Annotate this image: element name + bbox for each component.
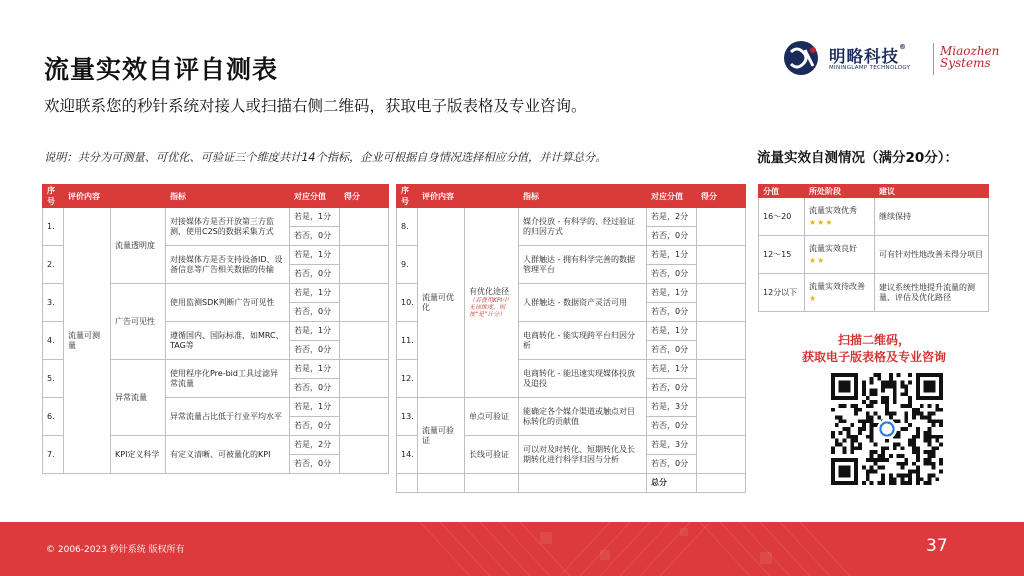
subcategory-cell: 异常流量 bbox=[111, 360, 166, 436]
points-no: 若否，0分 bbox=[647, 417, 697, 436]
star-rating-icon: ★★★ bbox=[809, 217, 834, 227]
score-table-right bbox=[396, 184, 746, 493]
table-row bbox=[759, 236, 989, 274]
row-number: 4. bbox=[43, 322, 64, 360]
points-yes: 若是，1分 bbox=[647, 246, 697, 265]
table-row bbox=[43, 208, 389, 227]
points-no: 若否，0分 bbox=[647, 303, 697, 322]
star-rating-icon: ★ bbox=[809, 293, 818, 303]
category-cell: 流量可优化 bbox=[418, 208, 465, 398]
miaozhen-logo: Miaozhen Systems bbox=[940, 44, 1000, 70]
points-no: 若否，0分 bbox=[647, 341, 697, 360]
row-number: 10. bbox=[397, 284, 418, 322]
row-number: 11. bbox=[397, 322, 418, 360]
indicator-cell: 电商转化 - 能实现跨平台归因分析 bbox=[519, 322, 647, 360]
category-cell: 流量可验证 bbox=[418, 398, 465, 474]
score-input-cell[interactable] bbox=[697, 246, 746, 284]
table-header-row bbox=[43, 185, 389, 208]
points-no: 若否，0分 bbox=[647, 265, 697, 284]
points-yes: 若是，1分 bbox=[647, 322, 697, 341]
indicator-cell: 人群触达 - 数据资产灵活可用 bbox=[519, 284, 647, 322]
subcategory-cell: 单点可验证 bbox=[465, 398, 519, 436]
score-range: 12分以下 bbox=[759, 274, 805, 312]
row-number: 6. bbox=[43, 398, 64, 436]
indicator-cell: 使用程序化Pre-bid工具过滤异常流量 bbox=[166, 360, 290, 398]
score-input-cell[interactable] bbox=[697, 398, 746, 436]
page-number: 37 bbox=[926, 536, 948, 556]
col-header-content: 评价内容 bbox=[418, 185, 519, 208]
score-range: 16～20 bbox=[759, 198, 805, 236]
indicator-cell: 可以对及时转化、短期转化及长期转化进行科学归因与分析 bbox=[519, 436, 647, 474]
table-row bbox=[397, 398, 746, 417]
score-input-cell[interactable] bbox=[697, 284, 746, 322]
logo-en-text: MININGLAMP TECHNOLOGY bbox=[829, 65, 911, 71]
summary-title: 流量实效自测情况（满分20分）： bbox=[757, 150, 959, 166]
points-yes: 若是，1分 bbox=[290, 398, 340, 417]
col-header-score-range: 分值 bbox=[759, 185, 805, 198]
instructions-note: 说明：共分为可测量、可优化、可验证三个维度共计14个指标，企业可根据自身情况选择相应分值，并计算总分。 bbox=[44, 151, 607, 164]
col-header-advice: 建议 bbox=[875, 185, 989, 198]
indicator-cell: 媒介投放 - 有科学的、经过验证的归因方式 bbox=[519, 208, 647, 246]
score-input-cell[interactable] bbox=[697, 436, 746, 474]
points-no: 若否，0分 bbox=[647, 379, 697, 398]
table-header-row bbox=[397, 185, 746, 208]
logo-mark-icon bbox=[783, 40, 823, 76]
row-number: 12. bbox=[397, 360, 418, 398]
page-subtitle: 欢迎联系您的秒针系统对接人或扫描右侧二维码，获取电子版表格及专业咨询。 bbox=[44, 97, 587, 115]
row-number: 7. bbox=[43, 436, 64, 474]
star-rating-icon: ★★ bbox=[809, 255, 826, 265]
score-input-cell[interactable] bbox=[697, 208, 746, 246]
points-no: 若否，0分 bbox=[647, 455, 697, 474]
score-input-cell[interactable] bbox=[340, 360, 389, 398]
row-number: 2. bbox=[43, 246, 64, 284]
score-input-cell[interactable] bbox=[340, 208, 389, 246]
logo-divider bbox=[933, 43, 934, 75]
points-yes: 若是，3分 bbox=[647, 398, 697, 417]
points-no: 若否，0分 bbox=[290, 417, 340, 436]
row-number: 5. bbox=[43, 360, 64, 398]
points-no: 若否，0分 bbox=[290, 227, 340, 246]
row-number: 14. bbox=[397, 436, 418, 474]
advice-cell: 可有针对性地改善未得分项目 bbox=[875, 236, 989, 274]
total-label: 总分 bbox=[647, 474, 697, 493]
col-header-content: 评价内容 bbox=[64, 185, 166, 208]
points-no: 若否，0分 bbox=[290, 341, 340, 360]
category-cell: 流量可测量 bbox=[64, 208, 111, 474]
footer-bar bbox=[0, 522, 1024, 576]
score-input-cell[interactable] bbox=[340, 284, 389, 322]
score-table-left bbox=[42, 184, 389, 474]
score-input-cell[interactable] bbox=[697, 322, 746, 360]
points-yes: 若是，1分 bbox=[290, 322, 340, 341]
total-score-cell[interactable] bbox=[697, 474, 746, 493]
col-header-indicator: 指标 bbox=[166, 185, 290, 208]
points-yes: 若是，1分 bbox=[647, 360, 697, 379]
score-input-cell[interactable] bbox=[340, 246, 389, 284]
score-input-cell[interactable] bbox=[697, 360, 746, 398]
points-yes: 若是，1分 bbox=[290, 284, 340, 303]
points-yes: 若是，3分 bbox=[647, 436, 697, 455]
points-no: 若否，0分 bbox=[647, 227, 697, 246]
subcategory-cell: KPI定义科学 bbox=[111, 436, 166, 474]
stage-cell: 流量实效待改善 ★ bbox=[805, 274, 875, 312]
indicator-cell: 遵循国内、国际标准，如MRC、TAG等 bbox=[166, 322, 290, 360]
logo-cn-text: 明略科技® bbox=[829, 43, 907, 66]
indicator-cell: 人群触达 - 拥有科学完善的数据管理平台 bbox=[519, 246, 647, 284]
row-number: 1. bbox=[43, 208, 64, 246]
advice-cell: 继续保持 bbox=[875, 198, 989, 236]
col-header-score: 得分 bbox=[697, 185, 746, 208]
score-input-cell[interactable] bbox=[340, 398, 389, 436]
points-yes: 若是，2分 bbox=[647, 208, 697, 227]
score-range: 12～15 bbox=[759, 236, 805, 274]
qr-code-icon[interactable] bbox=[830, 373, 944, 485]
points-yes: 若是，1分 bbox=[290, 360, 340, 379]
subcategory-cell: 有优化途径 （若费用KPI中无该维度，则按“是”计分） bbox=[465, 208, 519, 398]
indicator-cell: 电商转化 - 能迅速实现媒体投放及追投 bbox=[519, 360, 647, 398]
points-yes: 若是，2分 bbox=[290, 436, 340, 455]
brand-logo bbox=[783, 38, 1000, 80]
subcategory-note: （若费用KPI中无该维度，则按“是”计分） bbox=[469, 296, 509, 319]
subcategory-cell: 广告可见性 bbox=[111, 284, 166, 360]
score-input-cell[interactable] bbox=[340, 322, 389, 360]
points-no: 若否，0分 bbox=[290, 379, 340, 398]
indicator-cell: 对接媒体方是否开放第三方监测，使用C2S的数据采集方式 bbox=[166, 208, 290, 246]
col-header-stage: 所处阶段 bbox=[805, 185, 875, 198]
summary-table bbox=[758, 184, 989, 312]
subcategory-cell: 长线可验证 bbox=[465, 436, 519, 474]
col-header-points: 对应分值 bbox=[290, 185, 340, 208]
row-number: 9. bbox=[397, 246, 418, 284]
table-header-row bbox=[759, 185, 989, 198]
col-header-no: 序号 bbox=[397, 185, 418, 208]
row-number: 3. bbox=[43, 284, 64, 322]
col-header-points: 对应分值 bbox=[647, 185, 697, 208]
scan-cta: 扫描二维码， 获取电子版表格及专业咨询 bbox=[801, 333, 946, 364]
points-no: 若否，0分 bbox=[290, 265, 340, 284]
stage-cell: 流量实效良好 ★★ bbox=[805, 236, 875, 274]
points-no: 若否，0分 bbox=[290, 303, 340, 322]
indicator-cell: 异常流量占比低于行业平均水平 bbox=[166, 398, 290, 436]
subcategory-cell: 流量透明度 bbox=[111, 208, 166, 284]
advice-cell: 建议系统性地提升流量的测量、评估及优化路径 bbox=[875, 274, 989, 312]
indicator-cell: 能确定各个媒介渠道或触点对目标转化的贡献值 bbox=[519, 398, 647, 436]
score-input-cell[interactable] bbox=[340, 436, 389, 474]
stage-cell: 流量实效优秀 ★★★ bbox=[805, 198, 875, 236]
copyright-text: © 2006-2023 秒针系统 版权所有 bbox=[46, 545, 185, 555]
row-number: 8. bbox=[397, 208, 418, 246]
indicator-cell: 对接媒体方是否支持设备ID、设备信息等广告相关数据的传输 bbox=[166, 246, 290, 284]
indicator-cell: 使用监测SDK判断广告可见性 bbox=[166, 284, 290, 322]
points-yes: 若是，1分 bbox=[290, 208, 340, 227]
row-number: 13. bbox=[397, 398, 418, 436]
total-row bbox=[397, 474, 746, 493]
col-header-no: 序号 bbox=[43, 185, 64, 208]
points-yes: 若是，1分 bbox=[647, 284, 697, 303]
col-header-indicator: 指标 bbox=[519, 185, 647, 208]
points-no: 若否，0分 bbox=[290, 455, 340, 474]
col-header-score: 得分 bbox=[340, 185, 389, 208]
indicator-cell: 有定义清晰、可被量化的KPI bbox=[166, 436, 290, 474]
table-row bbox=[397, 208, 746, 227]
points-yes: 若是，1分 bbox=[290, 246, 340, 265]
table-row bbox=[759, 198, 989, 236]
table-row bbox=[759, 274, 989, 312]
page-title: 流量实效自评自测表 bbox=[44, 55, 279, 84]
